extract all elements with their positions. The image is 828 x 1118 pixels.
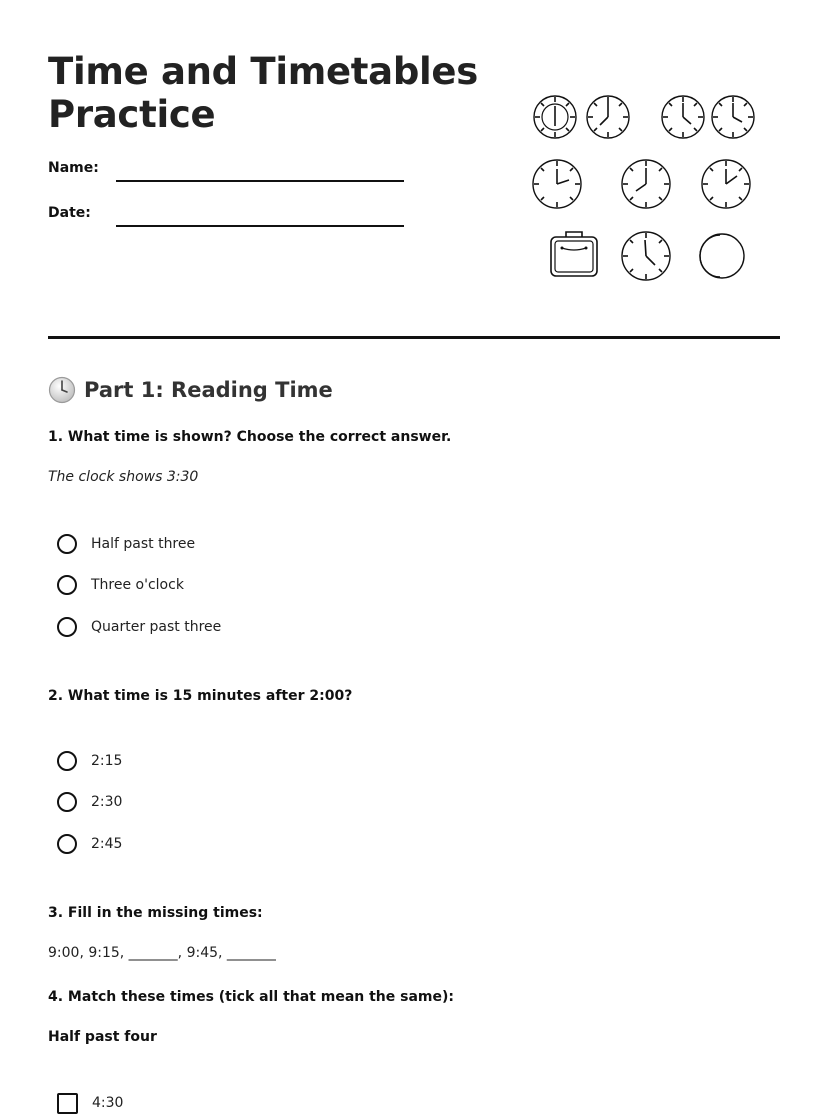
option-label: 2:30 <box>91 794 123 810</box>
suitcase-icon <box>548 228 600 280</box>
question-1: 1. What time is shown? Choose the correct answer. <box>48 429 452 445</box>
clock-icon <box>620 230 672 282</box>
q2-option-3[interactable] <box>57 831 122 857</box>
question-3: 3. Fill in the missing times: <box>48 905 263 921</box>
option-label: Half past three <box>91 536 196 552</box>
section-title-text: Part 1: Reading Time <box>84 378 333 402</box>
clock-icon <box>585 94 631 140</box>
name-label: Name: <box>48 160 99 176</box>
page-title <box>48 50 478 136</box>
decorative-clock-grid <box>528 90 758 285</box>
clock-icon <box>700 158 752 210</box>
option-label: Three o'clock <box>91 577 184 593</box>
name-field[interactable] <box>116 180 404 182</box>
clock-icon <box>710 94 756 140</box>
q1-option-2[interactable] <box>57 572 184 598</box>
radio-button[interactable] <box>57 575 77 595</box>
title-line-2: Practice <box>48 93 216 136</box>
option-label: 4:30 <box>92 1095 124 1111</box>
question-4: 4. Match these times (tick all that mean the same): <box>48 989 455 1005</box>
radio-button[interactable] <box>57 834 77 854</box>
radio-button[interactable] <box>57 617 77 637</box>
radio-button[interactable] <box>57 751 77 771</box>
option-label: Quarter past three <box>91 619 222 635</box>
radio-button[interactable] <box>57 534 77 554</box>
clock-icon <box>48 376 76 404</box>
clock-icon <box>531 158 583 210</box>
title-line-1: Time and Timetables <box>48 50 478 93</box>
header-divider <box>48 336 780 339</box>
q1-option-1[interactable] <box>57 531 195 557</box>
section-title-part-1 <box>48 374 333 406</box>
question-1-hint: The clock shows 3:30 <box>48 469 199 485</box>
time-sequence[interactable]: 9:00, 9:15, _______, 9:45, _______ <box>48 945 276 961</box>
radio-button[interactable] <box>57 792 77 812</box>
q2-option-2[interactable] <box>57 789 122 815</box>
question-4-prompt: Half past four <box>48 1029 157 1045</box>
q2-option-1[interactable] <box>57 748 122 774</box>
moon-icon <box>696 230 748 282</box>
checkbox[interactable] <box>57 1093 78 1114</box>
q1-option-3[interactable] <box>57 614 221 640</box>
clock-icon <box>620 158 672 210</box>
question-2: 2. What time is 15 minutes after 2:00? <box>48 688 353 704</box>
clock-icon <box>532 94 578 140</box>
option-label: 2:45 <box>91 836 123 852</box>
option-label: 2:15 <box>91 753 123 769</box>
date-label: Date: <box>48 205 91 221</box>
date-field[interactable] <box>116 225 404 227</box>
clock-icon <box>660 94 706 140</box>
q4-option-1[interactable] <box>57 1090 123 1116</box>
